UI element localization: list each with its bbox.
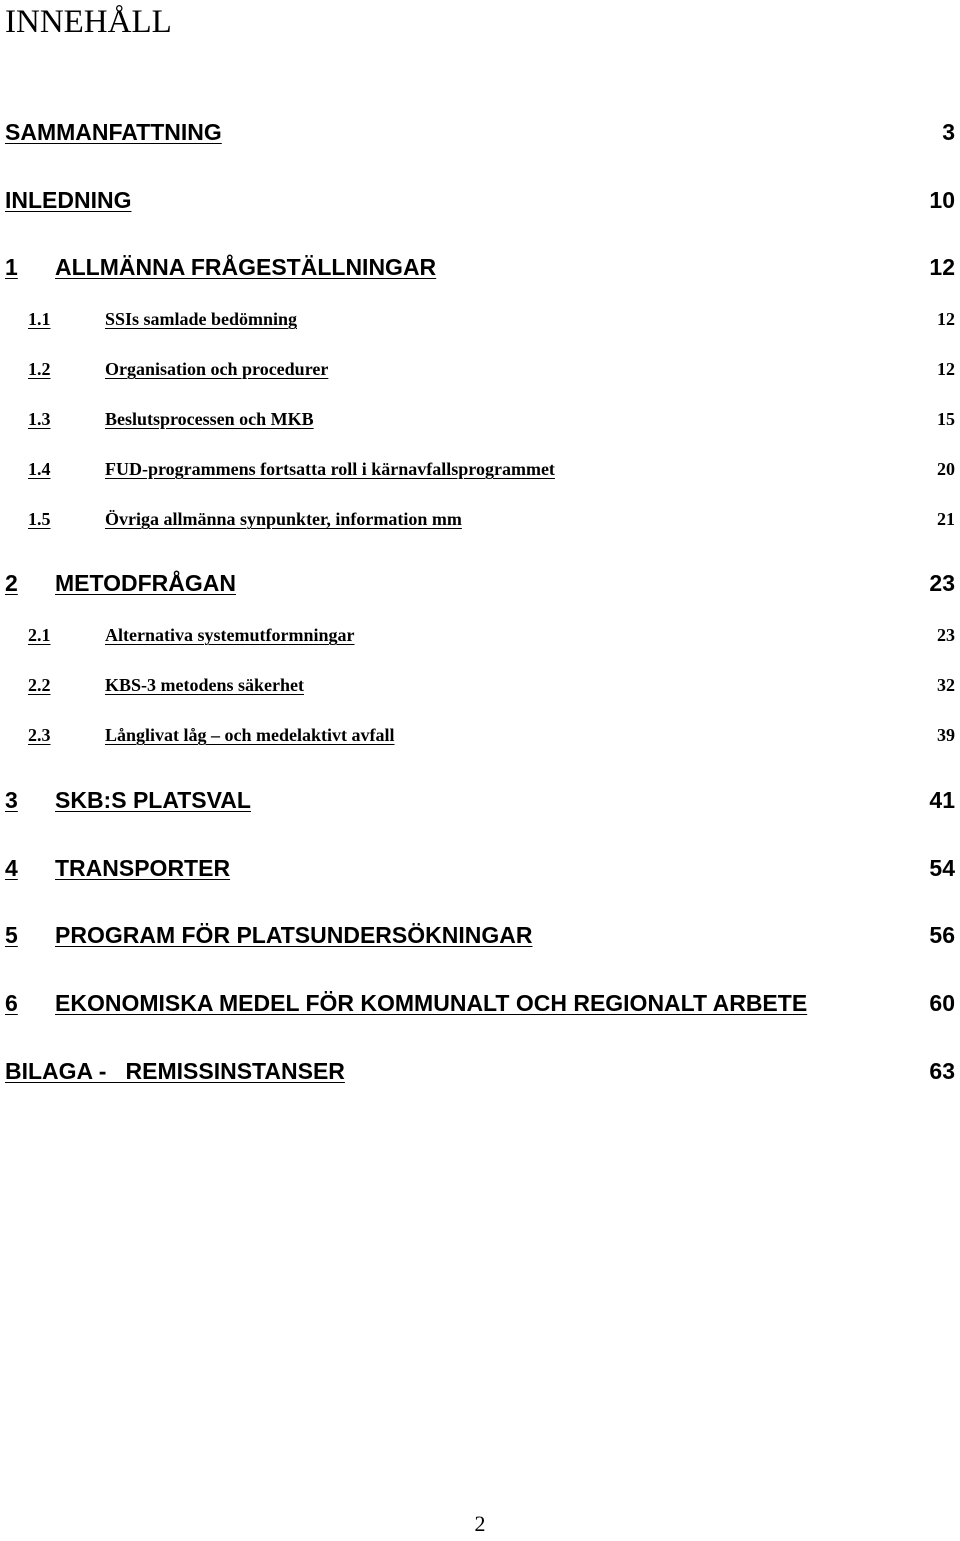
toc-entry-text[interactable]: INLEDNING <box>5 187 132 213</box>
toc-entry-text[interactable]: Övriga allmänna synpunkter, information mm <box>105 509 462 529</box>
toc-entry-page: 12 <box>937 359 955 379</box>
toc-entry-page: 12 <box>929 254 955 280</box>
toc-entry-text[interactable]: BILAGA - REMISSINSTANSER <box>5 1058 345 1084</box>
toc-entry-2-1[interactable] <box>0 622 960 648</box>
toc-entry-sammanfattning[interactable] <box>0 117 960 147</box>
toc-entry-text[interactable]: PROGRAM FÖR PLATSUNDERSÖKNINGAR <box>55 922 533 948</box>
toc-entry-text[interactable]: Alternativa systemutformningar <box>105 625 355 645</box>
toc-entry-text[interactable]: EKONOMISKA MEDEL FÖR KOMMUNALT OCH REGIONALT ARBETE <box>55 990 808 1016</box>
toc-entry-text[interactable]: Organisation och procedurer <box>105 359 329 379</box>
toc-entry-text[interactable]: Beslutsprocessen och MKB <box>105 409 314 429</box>
toc-entry-text[interactable]: KBS-3 metodens säkerhet <box>105 675 304 695</box>
toc-entry-page: 23 <box>929 570 955 596</box>
toc-entry-number[interactable]: 2.1 <box>28 625 51 645</box>
toc-entry-inledning[interactable] <box>0 185 960 215</box>
toc-entry-text[interactable]: Långlivat låg – och medelaktivt avfall <box>105 725 395 745</box>
toc-entry-bilaga[interactable] <box>0 1056 960 1086</box>
toc-entry-page: 39 <box>937 725 955 745</box>
toc-entry-number[interactable]: 1.5 <box>28 509 51 529</box>
toc-entry-text[interactable]: METODFRÅGAN <box>55 570 237 596</box>
toc-entry-4[interactable] <box>0 853 960 883</box>
toc-entry-page: 41 <box>929 787 955 813</box>
toc-entry-page: 10 <box>929 187 955 213</box>
toc-entry-2-3[interactable] <box>0 722 960 748</box>
toc-entry-page: 21 <box>937 509 955 529</box>
toc-entry-number[interactable]: 1 <box>5 254 18 280</box>
toc-entry-number[interactable]: 6 <box>5 990 18 1016</box>
toc-entry-number[interactable]: 2.2 <box>28 675 51 695</box>
toc-entry-page: 12 <box>937 309 955 329</box>
toc-entry-number[interactable]: 4 <box>5 855 18 881</box>
toc-entry-text[interactable]: SSIs samlade bedömning <box>105 309 298 329</box>
toc-entry-1-1[interactable] <box>0 306 960 332</box>
toc-entry-number[interactable]: 1.1 <box>28 309 51 329</box>
toc-entry-number[interactable]: 5 <box>5 922 18 948</box>
toc-entry-1-2[interactable] <box>0 356 960 382</box>
toc-entry-number[interactable]: 1.3 <box>28 409 51 429</box>
toc-entry-page: 63 <box>929 1058 955 1084</box>
toc-entry-text[interactable]: FUD-programmens fortsatta roll i kärnavfallsprogrammet <box>105 459 555 479</box>
toc-entry-6[interactable] <box>0 988 960 1018</box>
toc-entry-text[interactable]: TRANSPORTER <box>55 855 231 881</box>
toc-entry-page: 23 <box>937 625 955 645</box>
toc-entry-page: 56 <box>929 922 955 948</box>
toc-entry-1-3[interactable] <box>0 406 960 432</box>
toc-entry-number[interactable]: 1.4 <box>28 459 51 479</box>
toc-entry-page: 15 <box>937 409 955 429</box>
toc-entry-text[interactable]: ALLMÄNNA FRÅGESTÄLLNINGAR <box>55 254 437 280</box>
toc-entry-page: 60 <box>929 990 955 1016</box>
toc-entry-number[interactable]: 3 <box>5 787 18 813</box>
toc-entry-page: 32 <box>937 675 955 695</box>
toc-entry-1[interactable] <box>0 252 960 282</box>
toc-entry-1-5[interactable] <box>0 506 960 532</box>
toc-entry-page: 54 <box>929 855 955 881</box>
toc-entry-2-2[interactable] <box>0 672 960 698</box>
toc-entry-number[interactable]: 1.2 <box>28 359 51 379</box>
toc-entry-3[interactable] <box>0 785 960 815</box>
toc-entry-text[interactable]: SKB:S PLATSVAL <box>55 787 251 813</box>
toc-entry-2[interactable] <box>0 568 960 598</box>
toc-entry-5[interactable] <box>0 920 960 950</box>
page-number: 2 <box>474 1511 486 1536</box>
toc-entry-page: 20 <box>937 459 955 479</box>
toc-entry-number[interactable]: 2.3 <box>28 725 51 745</box>
toc-entry-page: 3 <box>942 119 955 145</box>
toc-entry-number[interactable]: 2 <box>5 570 18 596</box>
toc-entry-1-4[interactable] <box>0 456 960 482</box>
toc-entry-text[interactable]: SAMMANFATTNING <box>5 119 222 145</box>
page-title: INNEHÅLL <box>5 4 172 40</box>
